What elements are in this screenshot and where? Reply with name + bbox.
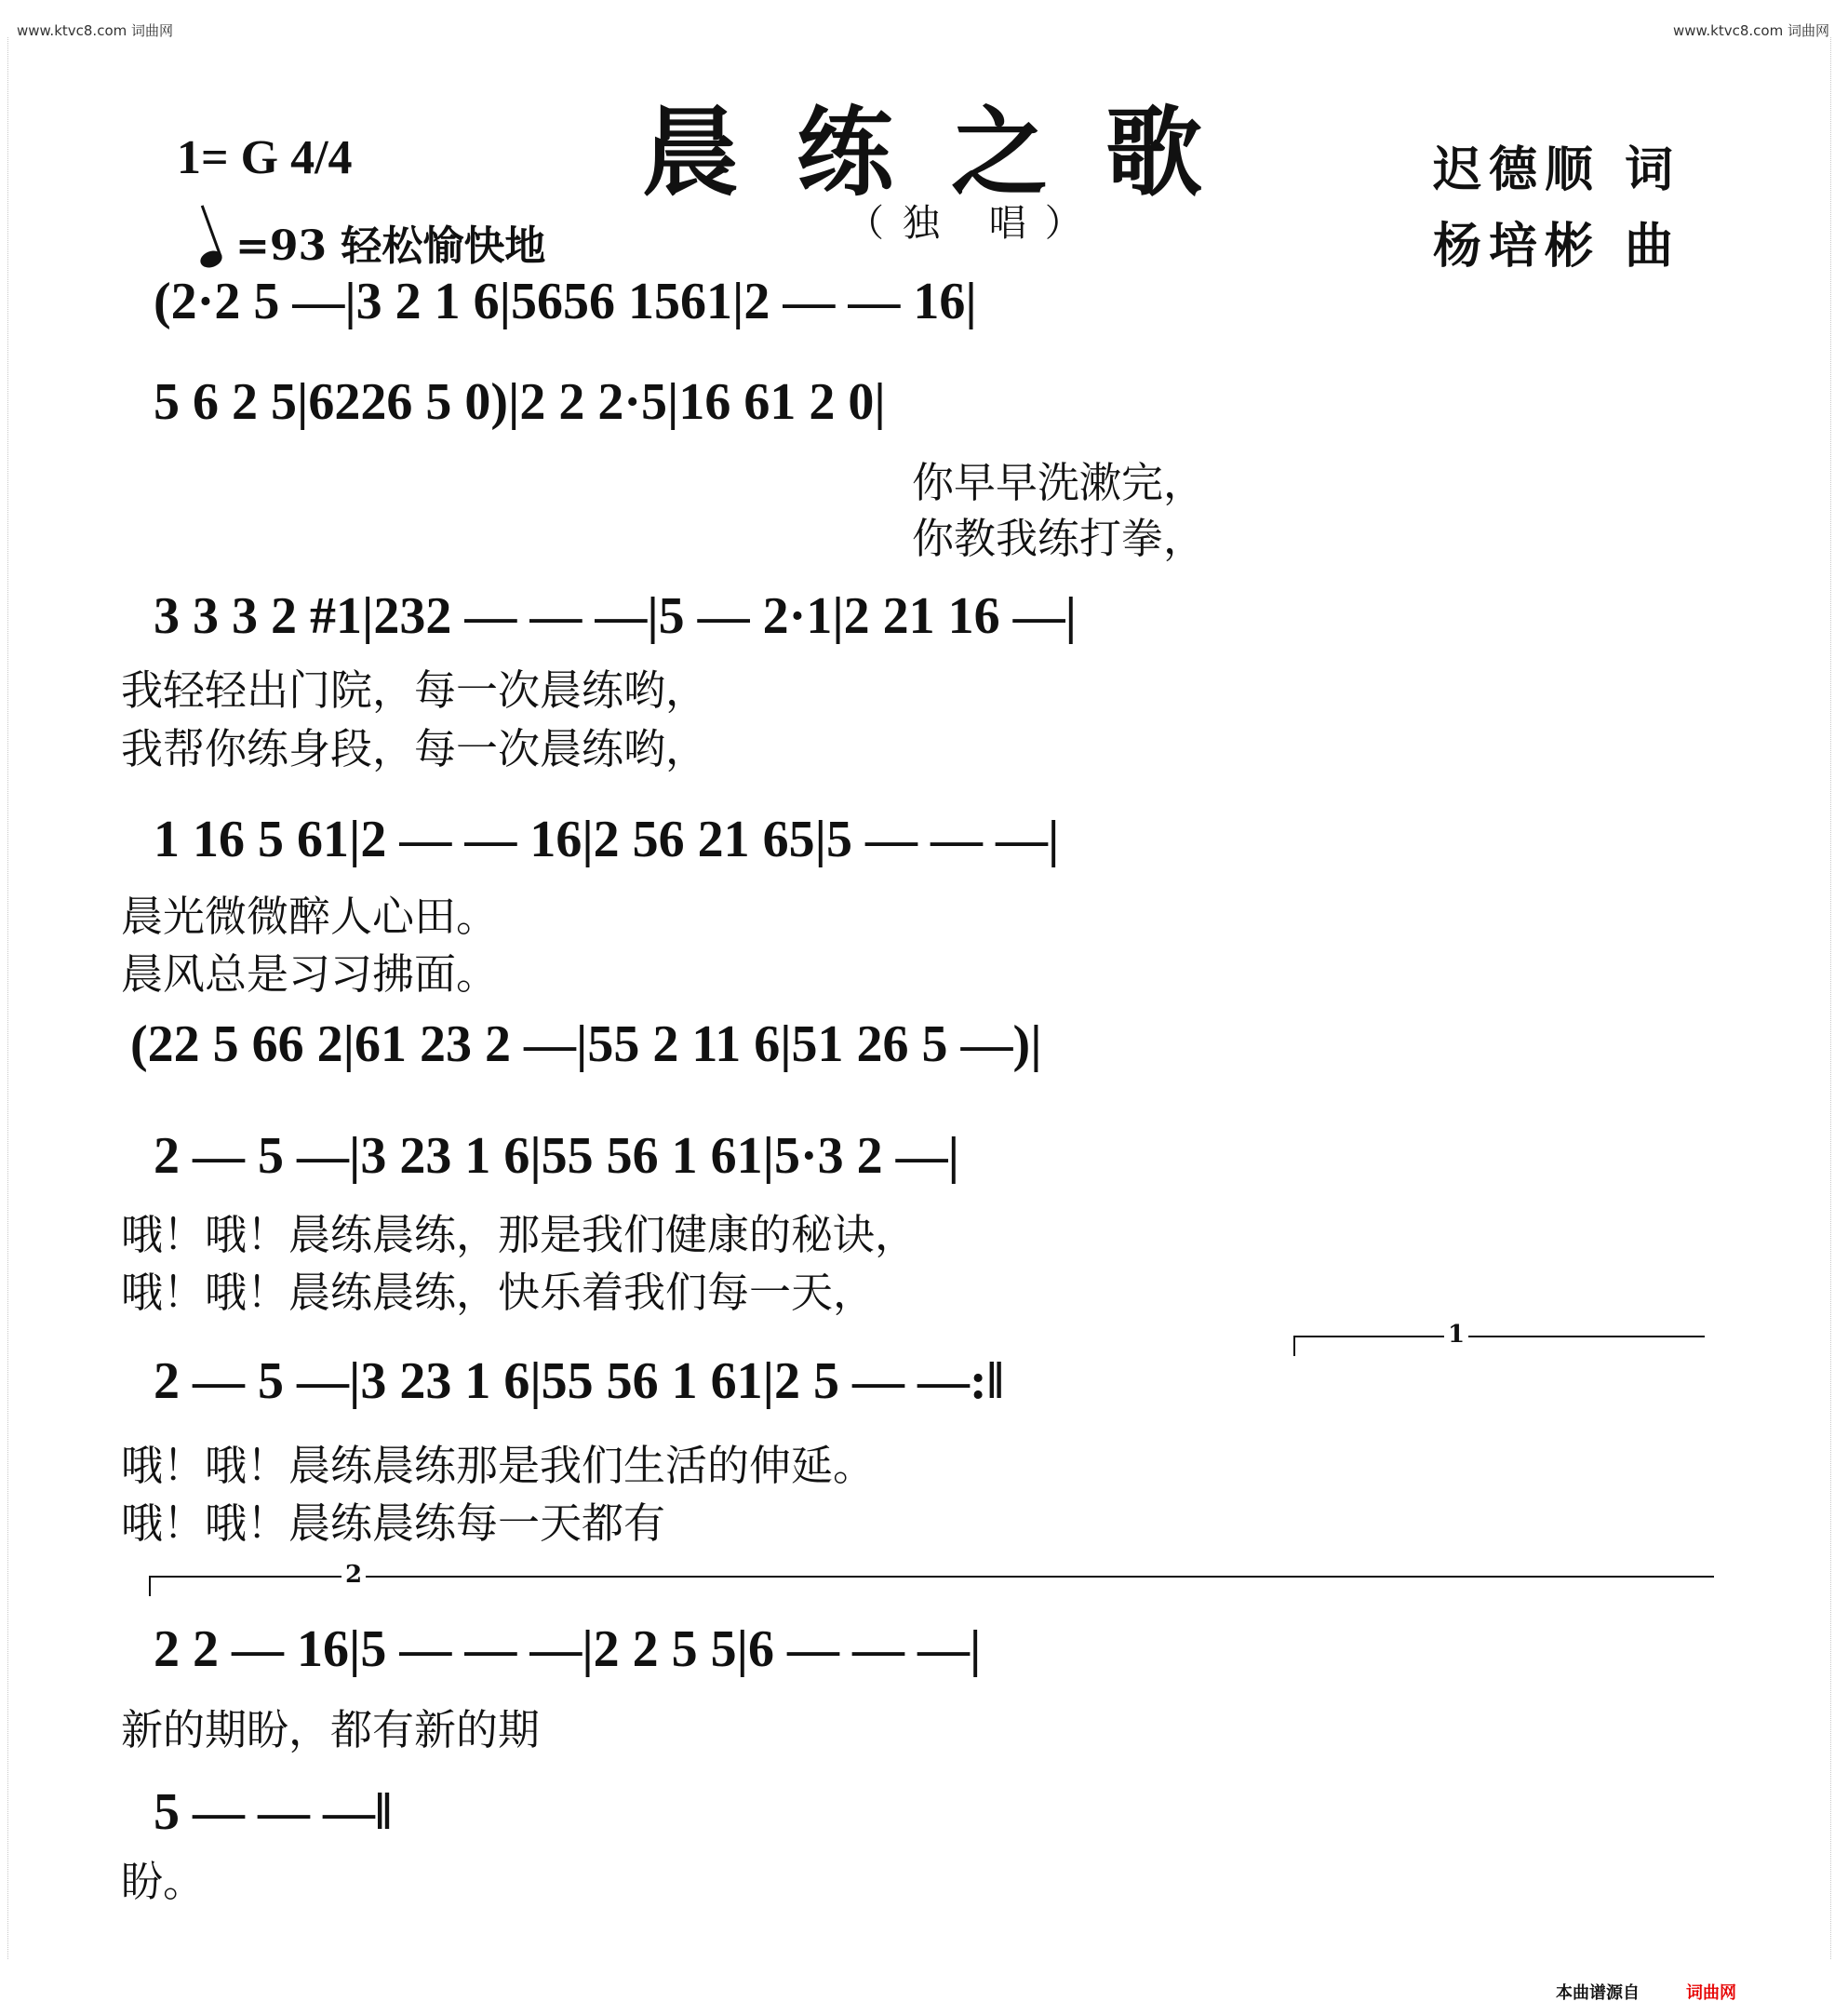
lyric-line-7-verse-1: 哦！哦！晨练晨练那是我们生活的伸延。 [121, 1441, 876, 1490]
footer [1556, 1980, 1736, 2004]
lyric-line-8: 新的期盼，都有新的期 [121, 1705, 541, 1754]
left-margin-strip [7, 37, 18, 1959]
lyric-line-6-verse-1: 哦！哦！晨练晨练，那是我们健康的秘诀， [121, 1210, 917, 1259]
footer-brand-link[interactable]: 词曲网 [1686, 1983, 1736, 2003]
tempo-marking [200, 212, 545, 272]
volta-first-number: 1 [1444, 1321, 1468, 1349]
lyric-line-9: 盼。 [121, 1857, 206, 1906]
key-signature: 1= G 4/4 [177, 131, 353, 184]
lyricist-credit: 迟德顺 词 [1433, 141, 1681, 198]
notation-line-2: 5 6 2 5|6226 5 0)|2 2 2·5|16 61 2 0| [154, 373, 886, 431]
lyric-line-7-verse-2: 哦！哦！晨练晨练每一天都有 [121, 1498, 666, 1548]
footer-source: 本曲谱源自 [1556, 1983, 1640, 2003]
notation-line-9: 5 — — —‖ [154, 1783, 393, 1841]
lyric-line-4-verse-1: 晨光微微醉人心田。 [121, 892, 499, 941]
volta-second-number: 2 [341, 1561, 366, 1589]
right-margin-strip [1830, 37, 1841, 1959]
watermark-left: www.ktvc8.com 词曲网 [17, 22, 174, 39]
song-title: 晨练之歌 [642, 95, 1261, 209]
lyric-line-4-verse-2: 晨风总是习习拂面。 [121, 949, 499, 999]
composer-credit: 杨培彬 曲 [1433, 218, 1681, 275]
notation-line-4: 1 16 5 61|2 — — 16|2 56 21 65|5 — — —| [154, 811, 1060, 868]
notation-line-1: (2·2 5 —|3 2 1 6|5656 1561|2 — — 16| [154, 273, 977, 330]
watermark-right: www.ktvc8.com 词曲网 [1672, 22, 1829, 39]
performance-type: （独 唱） [847, 202, 1101, 245]
lyric-line-6-verse-2: 哦！哦！晨练晨练，快乐着我们每一天， [121, 1268, 876, 1317]
volta-second-ending [149, 1561, 1714, 1596]
lyric-line-3-verse-1: 我轻轻出门院，每一次晨练哟， [121, 665, 708, 715]
lyric-line-2-verse-1: 你早早洗漱完， [912, 458, 1206, 507]
tempo-text: =93 轻松愉快地 [235, 222, 546, 270]
quarter-note-icon [198, 248, 224, 270]
notation-line-7: 2 — 5 —|3 23 1 6|55 56 1 61|2 5 — —:‖ [154, 1352, 1004, 1410]
notation-line-6: 2 — 5 —|3 23 1 6|55 56 1 61|5·3 2 —| [154, 1127, 960, 1185]
lyric-line-3-verse-2: 我帮你练身段，每一次晨练哟， [121, 724, 708, 773]
lyric-line-2-verse-2: 你教我练打拳， [912, 514, 1206, 563]
notation-line-5: (22 5 66 2|61 23 2 —|55 2 11 6|51 26 5 —)| [130, 1015, 1042, 1073]
notation-line-3: 3 3 3 2 #1|232 — — —|5 — 2·1|2 21 16 —| [154, 587, 1078, 645]
notation-line-8: 2 2 — 16|5 — — —|2 2 5 5|6 — — —| [154, 1620, 982, 1678]
